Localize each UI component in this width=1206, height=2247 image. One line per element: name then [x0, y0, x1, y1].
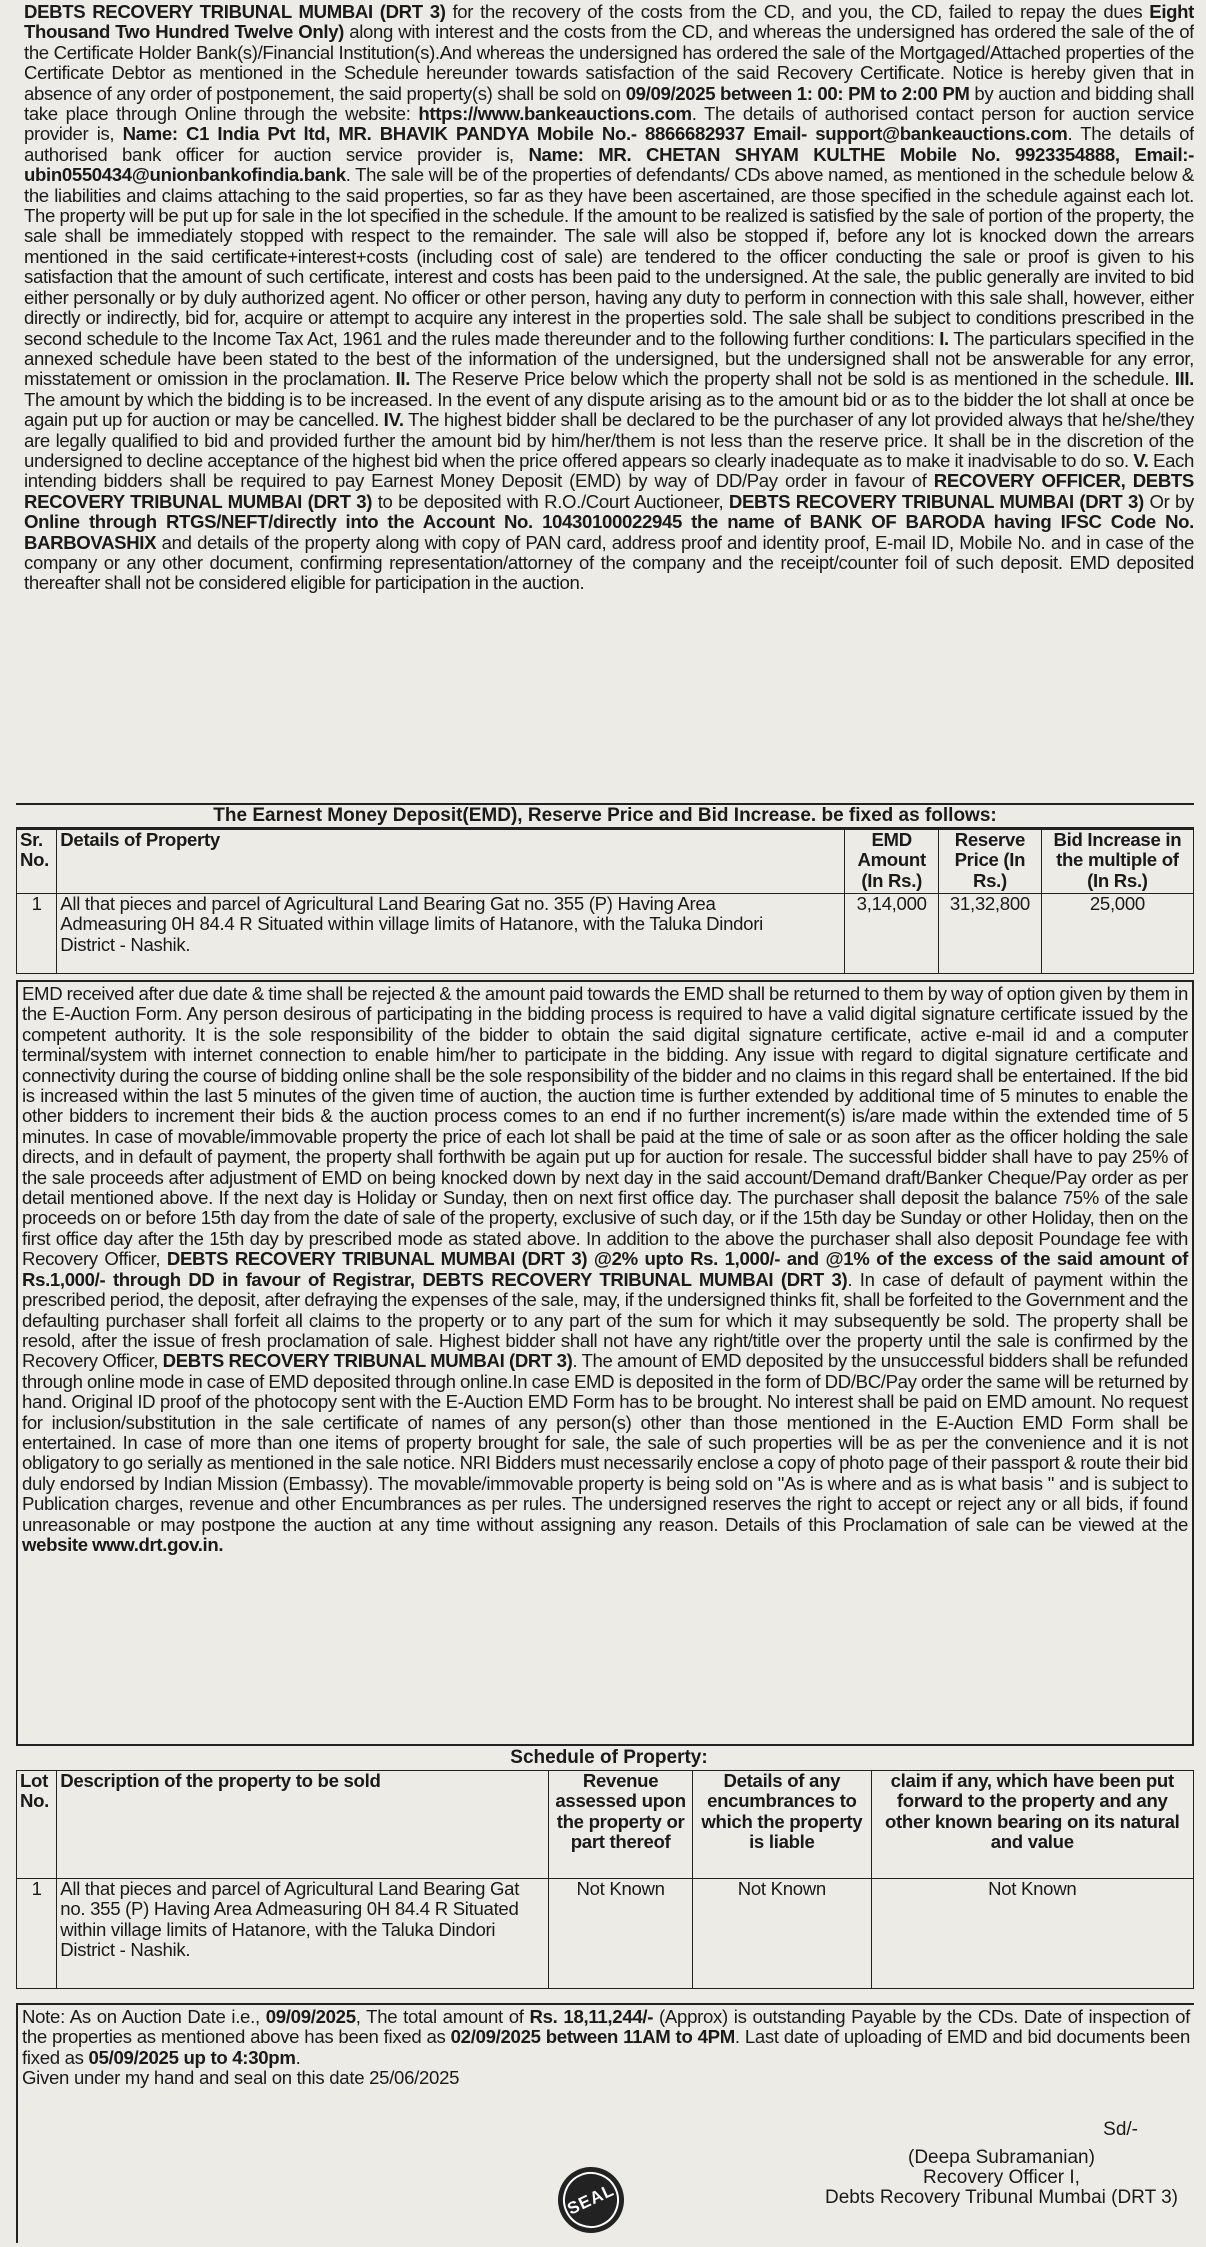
- condition-number: IV.: [383, 409, 404, 431]
- emd-table-header-row: [17, 830, 1194, 894]
- text: , The total amount of: [355, 2006, 530, 2027]
- seal-label: SEAL: [554, 2163, 628, 2237]
- text: . The details of authorised contact person for auction service provider is,: [24, 103, 1194, 145]
- condition-number: V.: [1133, 449, 1149, 471]
- text: . The amount of EMD deposited by the unsuccessful bidders shall be refunded through online mode in case of EMD deposited through online.In case EMD is deposited in the form of DD/BC/Pay order the same will be returned by hand. Original ID proof of the photocopy sent with the E-Auction EMD Form has to be brought. No interest shall be paid on EMD amount. No request for inclusion/substitution in the sale certificate of names of any person(s) other than those mentioned in the E-Auction EMD Form shall be entertained. In case of more than one items of property brought for sale, the sale of such properties will be as per the convenience and it is not obligatory to go serially as mentioned in the sale notice. NRI Bidders must necessarily enclose a copy of photo page of their passport & route their bid duly endorsed by Indian Mission (Embassy). The movable/immovable property is being sold on "As is where and as is what basis " and is subject to Publication charges, revenue and other Encumbrances as per rules. The undersigned reserves the right to accept or reject any or all bids, if found unreasonable or may postpone the auction at any time without assigning any reason. Details of this Proclamation of sale can be viewed at the: [22, 1350, 1188, 1535]
- emd-upload-deadline: 05/09/2025 up to 4:30pm: [88, 2046, 296, 2068]
- auction-conditions-box: [16, 980, 1194, 1746]
- outstanding-amount: Rs. 18,11,244/-: [529, 2006, 654, 2027]
- text-bold: Eight Thousand Two Hundred Twelve Only): [24, 1, 1194, 43]
- text: by auction and bidding shall take place through Online through the website:: [24, 82, 1194, 125]
- condition-number: III.: [1174, 368, 1194, 390]
- text: and details of the property along with copy of PAN card, address proof and identity proof, E-mail ID, Mobile No. and in case of the company or any other document, confirming representation/attorney of the company and the receipt/counter foil of such deposit. EMD deposited thereafter shall not be considered eligible for participation in the auction.: [24, 531, 1194, 594]
- text-bold: RECOVERY OFFICER, DEBTS RECOVERY TRIBUNAL MUMBAI (DRT 3): [24, 470, 1194, 512]
- cell-lot: 1: [17, 1879, 57, 1989]
- emd-table-heading: The Earnest Money Deposit(EMD), Reserve Price and Bid Increase. be fixed as follows:: [16, 803, 1194, 829]
- cell-encumbrances: Not Known: [693, 1879, 871, 1989]
- text: The amount by which the bidding is to be increased. In the event of any dispute arising as to the amount bid or as to the bidder the lot shall at once be again put up for auction or may be cancelled.: [24, 388, 1194, 431]
- text: to be deposited with R.O./Court Auctioneer,: [372, 490, 729, 512]
- cell-reserve: 31,32,800: [939, 894, 1042, 974]
- text: The particulars specified in the annexed schedule have been stated to the best of the information of the undersigned, but the undersigned shall not be answerable for any error, misstatement or omission in the proclamation.: [24, 327, 1194, 390]
- signature-block: [825, 2120, 1178, 2208]
- col-encumbrances: Details of any encumbrances to which the property is liable: [693, 1771, 871, 1879]
- text: . In case of default of payment within the prescribed period, the deposit, after defraying the expenses of the sale, may, if the undersigned thinks fit, shall be forfeited to the Government and the defaulting purchaser shall forfeit all claims to the property or to any part of the sum for which it may subsequently be sold. The property shall be resold, after the issue of fresh proclamation of sale. Highest bidder shall not have any right/title over the property until the sale is confirmed by the Recovery Officer,: [22, 1268, 1189, 1372]
- cell-description: All that pieces and parcel of Agricultural Land Bearing Gat no. 355 (P) Having Area Admeasuring 0H 84.4 R Situated within village limits of Hatanore, with the Taluka Dindori District - Nashik.: [57, 1879, 549, 1989]
- text: EMD received after due date & time shall be rejected & the amount paid towards the EMD shall be returned to them by way of option given by them in the E-Auction Form. Any person desirous of participating in the bidding process is required to have a valid digital signature certificate issued by the competent authority. It is the sole responsibility of the bidder to obtain the said digital signature certificate, active e-mail id and a computer terminal/system with internet connection to enable him/her to participate in the bidding. Any issue with regard to digital signature certificate and connectivity during the course of bidding online shall be the sole responsibility of the bidder and no claims in this regard shall be entertained. If the bid is increased within the last 5 minutes of the given time of auction, the auction time is further extended by additional time of 5 minutes to enable the other bidders to increment their bids & the auction process comes to an end if no further increment(s) is/are made within the extended time of 5 minutes. In case of movable/immovable property the price of each lot shall be paid at the time of sale or as soon after as the officer holding the sale directs, and in default of payment, the property shall forthwith be again put up for auction for resale. The successful bidder shall have to pay 25% of the sale proceeds after adjustment of EMD on being knocked down by next day in the said account/Demand draft/Banker Cheque/Pay order as per detail mentioned above. If the next day is Holiday or Sunday, then on next first office day. The purchaser shall deposit the balance 75% of the sale proceeds on or before 15th day from the date of sale of the property, exclusive of such day, or if the 15th day be Sunday or other Holiday, then on the first office day after the 15th day by prescribed mode as stated above. In addition to the above the purchaser shall also deposit Poundage fee with Recovery Officer,: [22, 983, 1188, 1270]
- officer-office: Debts Recovery Tribunal Mumbai (DRT 3): [824, 2187, 1178, 2208]
- bank-account-details: Online through RTGS/NEFT/directly into the Account No. 10430100022945 the name of BANK OF BARODA having IFSC Code No. BARBOVASHIX: [24, 511, 1194, 553]
- text-bold: DEBTS RECOVERY TRIBUNAL MUMBAI (DRT 3): [728, 490, 1144, 512]
- text: . The sale will be of the properties of defendants/ CDs above named, as mentioned in the schedule below & the liabilities and claims attaching to the said properties, so far as they have been ascertained, are those specified in the schedule against each lot. The property will be put up for sale in the lot specified in the schedule. If the amount to be realized is satisfied by the sale of portion of the property, the sale shall be immediately stopped with respect to the remainder. The sale will also be stopped if, before any lot is knocked down the arrears mentioned in the said certificate+interest+costs (including cost of sale) are tendered to the officer conducting the sale or proof is given to his satisfaction that the amount of such certificate, interest and costs has been paid to the undersigned. At the sale, the public generally are invited to bid either personally or by duly authorized agent. No officer or other person, having any duty to perform in connection with this sale shall, however, either directly or indirectly, bid for, acquire or attempt to acquire any interest in the properties sold. The sale shall be subject to conditions prescribed in the second schedule to the Income Tax Act, 1961 and the rules made thereunder and to the following further conditions:: [24, 164, 1194, 349]
- col-reserve-price: Reserve Price (In Rs.): [939, 830, 1042, 894]
- cell-revenue: Not Known: [549, 1879, 693, 1989]
- bank-officer-contact: Name: MR. CHETAN SHYAM KULTHE Mobile No. 9923354888, Email:- ubin0550434@unionbankofindia.bank: [24, 143, 1194, 186]
- drt-website: website www.drt.gov.in.: [22, 1533, 224, 1555]
- auction-date-note: 09/09/2025: [265, 2006, 356, 2027]
- text: Note: As on Auction Date i.e.,: [22, 2006, 266, 2027]
- col-details: Details of Property: [57, 830, 845, 894]
- auction-website: https://www.bankeauctions.com: [418, 103, 692, 125]
- text-bold: DEBTS RECOVERY TRIBUNAL MUMBAI (DRT 3) @2% upto Rs. 1,000/- and @1% of the excess of the said amount of Rs.1,000/- through DD in favour of Registrar, DEBTS RECOVERY TRIBUNAL MUMBAI (DRT 3): [22, 1248, 1189, 1290]
- schedule-header-row: [17, 1771, 1194, 1879]
- emd-table: [16, 829, 1194, 974]
- auction-date: 09/09/2025 between 1: 00: PM to 2:00 PM: [625, 82, 970, 104]
- condition-number: II.: [395, 368, 411, 390]
- text: along with interest and the costs from the CD, and whereas the undersigned has ordered the sale of the of the Certificate Holder Bank(s)/Financial Institution(s).And whereas the undersigned has ordered the sale of the Mortgaged/Attached properties of the Certificate Debtor as mentioned in the Schedule hereunder towards satisfaction of the said Recovery Certificate. Notice is hereby given that in absence of any order of postponement, the said property(s) shall be sold on: [24, 21, 1194, 104]
- schedule-table: [16, 1770, 1194, 1989]
- text: for the recovery of the costs from the CD, and you, the CD, failed to repay the dues: [445, 1, 1150, 22]
- col-emd-amount: EMD Amount (In Rs.): [845, 830, 939, 894]
- inspection-date: 02/09/2025 between 11AM to 4PM: [450, 2026, 735, 2048]
- text: Or by: [1143, 490, 1194, 512]
- text: . The details of authorised bank officer for auction service provider is,: [24, 123, 1194, 165]
- text: The Reserve Price below which the property shall not be sold is as mentioned in the schedule.: [410, 368, 1175, 390]
- col-description: Description of the property to be sold: [57, 1771, 549, 1879]
- service-provider-contact: Name: C1 India Pvt ltd, MR. BHAVIK PANDYA Mobile No.- 8866682937 Email- support@bankeauctions.com: [122, 123, 1068, 145]
- text: . Last date of uploading of EMD and bid documents been fixed as: [22, 2026, 1191, 2068]
- signature-sd: Sd/-: [1103, 2119, 1138, 2140]
- text-bold: DEBTS RECOVERY TRIBUNAL MUMBAI (DRT 3): [24, 1, 446, 22]
- col-bid-increase: Bid Increase in the multiple of (In Rs.): [1041, 830, 1193, 894]
- col-claims: claim if any, which have been put forward to the property and any other known bearing on its natural and value: [871, 1771, 1194, 1879]
- cell-emd: 3,14,000: [845, 894, 939, 974]
- note-paragraph: [22, 2007, 1190, 2068]
- text: .: [295, 2046, 301, 2068]
- condition-number: I.: [939, 327, 949, 349]
- cell-details: All that pieces and parcel of Agricultural Land Bearing Gat no. 355 (P) Having Area Admeasuring 0H 84.4 R Situated within village limits of Hatanore, with the Taluka Dindori District - Nashik.: [57, 894, 845, 974]
- text: The highest bidder shall be declared to be the purchaser of any lot provided always that he/she/they are legally qualified to bid and provided further the amount bid by him/her/them is not less than the reserve price. It shall be in the discretion of the undersigned to decline acceptance of the highest bid when the price offered appears so clearly inadequate as to make it inadvisable to do so.: [24, 409, 1194, 471]
- sale-terms-paragraph: [24, 0, 1194, 803]
- schedule-heading: Schedule of Property:: [510, 1747, 708, 1768]
- col-revenue: Revenue assessed upon the property or part thereof: [549, 1771, 693, 1879]
- col-lot-no: Lot No.: [17, 1771, 57, 1879]
- cell-claims: Not Known: [871, 1879, 1194, 1989]
- cell-bid: 25,000: [1041, 894, 1193, 974]
- given-under-hand: Given under my hand and seal on this date 25/06/2025: [22, 2067, 460, 2089]
- table-row: [17, 1879, 1194, 1989]
- officer-name: (Deepa Subramanian): [908, 2147, 1095, 2168]
- officer-designation: Recovery Officer I,: [922, 2167, 1080, 2188]
- cell-sr: 1: [17, 894, 57, 974]
- text-bold: DEBTS RECOVERY TRIBUNAL MUMBAI (DRT 3): [162, 1350, 573, 1372]
- text: Each intending bidders shall be required to pay Earnest Money Deposit (EMD) by way of DD/Pay order in favour of: [24, 449, 1194, 492]
- text: (Approx) is outstanding Payable by the CDs. Date of inspection of the properties as mentioned above has been fixed as: [22, 2006, 1191, 2048]
- col-sr-no: Sr. No.: [17, 830, 57, 894]
- table-row: [17, 894, 1194, 974]
